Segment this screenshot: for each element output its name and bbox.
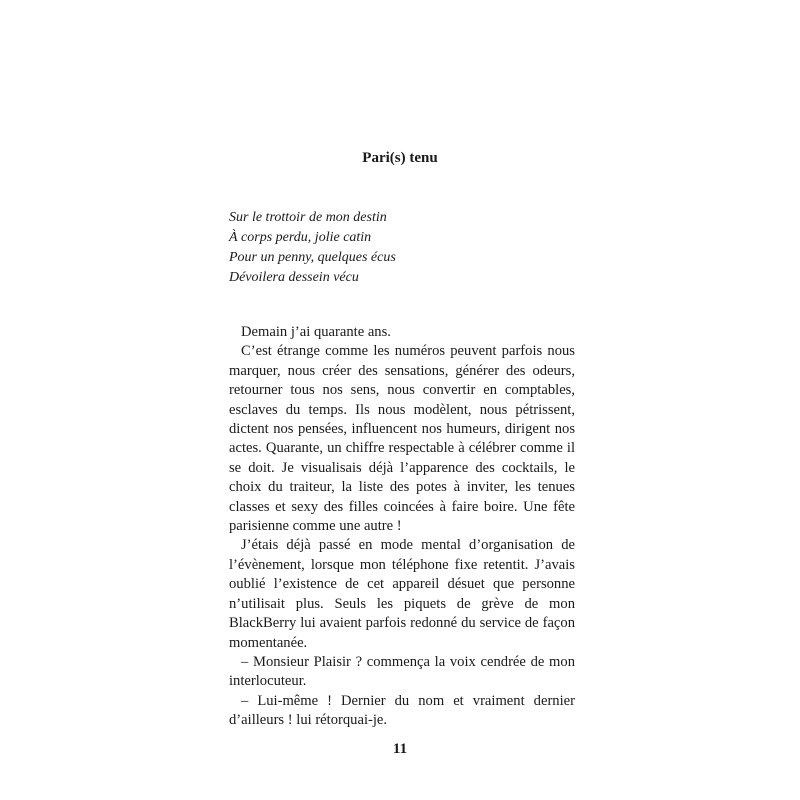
paragraph (229, 536, 575, 652)
paragraph (229, 323, 575, 342)
epigraph-line: Dévoilera dessein vécu (229, 270, 359, 285)
chapter-title: Pari(s) tenu (362, 150, 438, 166)
paragraph-text: C’est étrange comme les numéros peuvent parfois nous marquer, nous créer des sensations, générer des odeurs, retourner tous nos sens, nous convertir en comptables, esclaves du temps. Ils nous modèlent, nous pétrissent, dictent nos pensées, influencent nos humeurs, dirigent nos actes. Quarante, un chiffre respectable à célébrer comme il se doit. Je visualisais déjà l’apparence des cocktails, le choix du traiteur, la liste des potes à inviter, les tenues classes et sexy des filles coincées à faire boire. Une fête parisienne comme une autre ! (229, 343, 575, 535)
body-text (229, 323, 575, 731)
epigraph-line: À corps perdu, jolie catin (229, 230, 372, 245)
dialogue-line (229, 692, 575, 731)
paragraph-text: – Monsieur Plaisir ? commença la voix cendrée de mon interlocuteur. (229, 653, 575, 690)
paragraph-text: Demain j’ai quarante ans. (241, 324, 391, 340)
paragraph (229, 342, 575, 536)
epigraph (229, 208, 396, 288)
epigraph-line: Sur le trottoir de mon destin (229, 210, 387, 225)
page-number: 11 (392, 741, 408, 757)
dialogue-line (229, 653, 575, 692)
paragraph-text: J’étais déjà passé en mode mental d’organisation de l’évènement, lorsque mon téléphone fixe retentit. J’avais oublié l’existence de cet appareil désuet que personne n’utilisait plus. Seuls les piquets de grève de mon BlackBerry lui avaient parfois redonné du service de façon momentanée. (229, 537, 575, 651)
epigraph-line: Pour un penny, quelques écus (229, 250, 396, 265)
paragraph-text: – Lui-même ! Dernier du nom et vraiment dernier d’ailleurs ! lui rétorquai-je. (229, 692, 575, 729)
